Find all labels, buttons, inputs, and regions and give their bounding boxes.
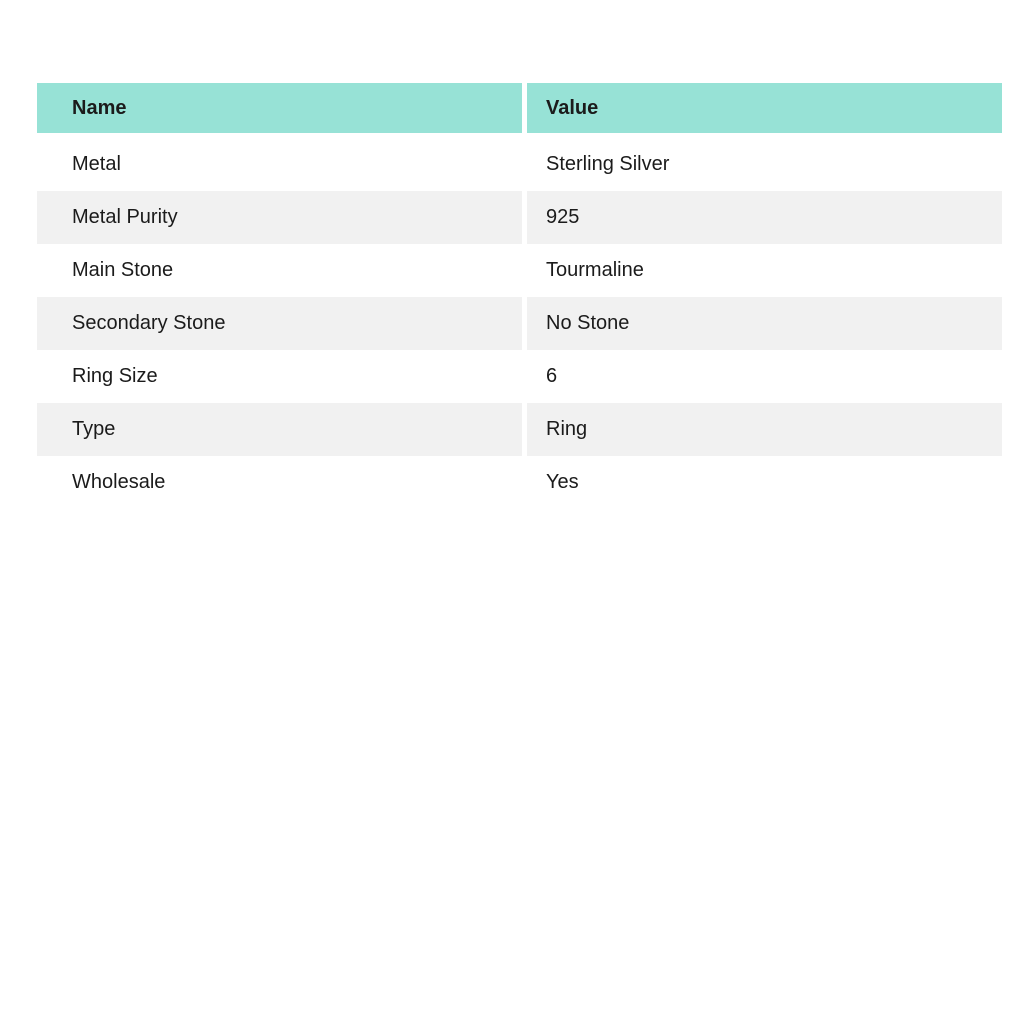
table-row: [37, 297, 1002, 350]
row-value-cell: No Stone: [527, 297, 1002, 350]
table-row: [37, 350, 1002, 403]
table-header-row: [37, 83, 1002, 133]
table-row: [37, 456, 1002, 509]
row-value-cell: Ring: [527, 403, 1002, 456]
row-name-cell: Main Stone: [37, 244, 522, 297]
row-value-cell: Yes: [527, 456, 1002, 509]
row-value-cell: 6: [527, 350, 1002, 403]
row-name-cell: Wholesale: [37, 456, 522, 509]
row-name-cell: Metal: [37, 138, 522, 191]
row-value-cell: Tourmaline: [527, 244, 1002, 297]
column-header-name: Name: [37, 83, 522, 133]
row-name-cell: Ring Size: [37, 350, 522, 403]
table-body: [37, 138, 1002, 509]
row-name-cell: Metal Purity: [37, 191, 522, 244]
table-row: [37, 244, 1002, 297]
product-spec-table: [37, 83, 1002, 509]
table-row: [37, 138, 1002, 191]
column-header-value: Value: [527, 83, 1002, 133]
row-value-cell: 925: [527, 191, 1002, 244]
table-row: [37, 403, 1002, 456]
row-value-cell: Sterling Silver: [527, 138, 1002, 191]
row-name-cell: Secondary Stone: [37, 297, 522, 350]
row-name-cell: Type: [37, 403, 522, 456]
table-row: [37, 191, 1002, 244]
